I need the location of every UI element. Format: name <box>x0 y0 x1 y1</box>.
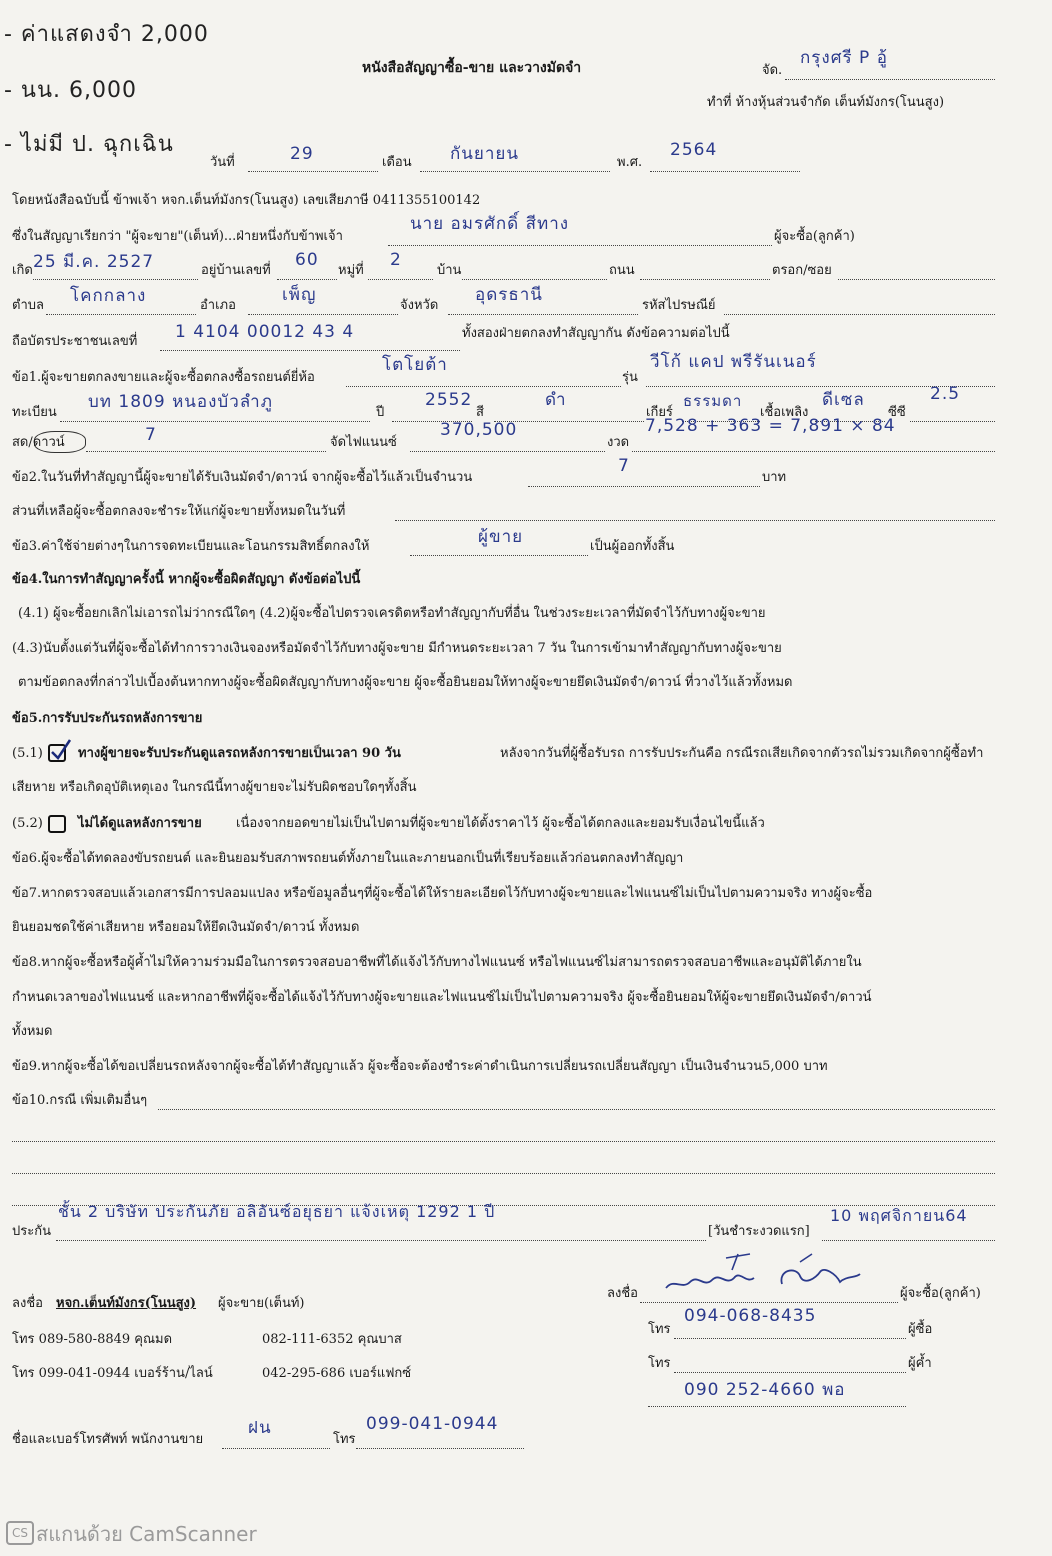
brand-value: โตโยต้า <box>382 355 448 375</box>
month-label: เดือน <box>382 155 412 170</box>
day-line <box>248 170 378 172</box>
clause-8: ข้อ8.หากผู้จะซื้อหรือผู้ค้ำไม่ให้ความร่วมมือในการตรวจสอบอาชีพที่ได้แจ้งไว้กับทางไฟแนนซ์ หรือไฟแนนซ์ไม่สามารถตรวจสอบอาชีพและอนุมัติได้ภายใน <box>12 955 862 970</box>
down-line <box>86 450 326 452</box>
buyer-role: ผู้จะซื้อ(ลูกค้า) <box>774 229 855 244</box>
intro-label: ซึ่งในสัญญาเรียกว่า "ผู้จะขาย"(เต็นท์)...ฝ่ายหนึ่งกับข้าพเจ้า <box>12 229 343 244</box>
clause-2-unit: บาท <box>762 470 787 485</box>
color-label: สี <box>476 405 484 420</box>
seller-sign-label: ลงชื่อ <box>12 1296 43 1311</box>
buyer-name: นาย อมรศักดิ์ สีทาง <box>410 214 570 234</box>
province-label: จังหวัด <box>400 298 439 313</box>
seller-phone-2: 082-111-6352 คุณบาส <box>262 1332 402 1347</box>
fuel-label: เชื้อเพลิง <box>760 405 809 420</box>
buyer-signature <box>660 1248 880 1304</box>
buyer-phone-label: โทร <box>648 1322 671 1337</box>
house-value: 60 <box>295 250 319 270</box>
clause-5: ข้อ5.การรับประกันรถหลังการขาย <box>12 711 203 726</box>
clause-5-2-bold: ไม่ได้ดูแลหลังการขาย <box>78 816 202 831</box>
guarantor-phone-line <box>674 1371 906 1373</box>
document-title: หนังสือสัญญาซื้อ-ขาย และวางมัดจำ <box>362 60 582 76</box>
amphoe-value: เพ็ญ <box>282 285 317 305</box>
moo-value: 2 <box>390 250 402 270</box>
seller-sign-role: ผู้จะขาย(เต็นท์) <box>218 1296 305 1311</box>
staff-phone-label: โทร <box>333 1432 356 1447</box>
intro-line: โดยหนังสือฉบับนี้ ข้าพเจ้า หจก.เต็นท์มังกร(โนนสูง) เลขเสียภาษี 0411355100142 <box>12 193 481 208</box>
made-line <box>785 78 995 80</box>
clause-3-value: ผู้ขาย <box>478 527 524 547</box>
soi-label: ตรอก/ซอย <box>772 263 832 278</box>
clause-4-3: (4.3)นับตั้งแต่วันที่ผู้จะซื้อได้ทำการวางเงินจองหรือมัดจำไว้กับทางผู้จะขาย มีกำหนดระยะเวลา 7 วัน ในการเข้ามาทำสัญญากับทางผู้จะขาย <box>12 641 782 656</box>
clause-4-1: (4.1) ผู้จะซื้อยกเลิกไม่เอารถไม่ว่ากรณีใดๆ (4.2)ผู้จะซื้อไปตรวจเครดิตหรือทำสัญญากับที่อื่น ในช่วงระยะเวลาที่มัดจำไว้กับทางผู้จะขาย <box>18 606 766 621</box>
clause-7b: ยินยอมชดใช้ค่าเสียหาย หรือยอมให้ยึดเงินมัดจำ/ดาวน์ ทั้งหมด <box>12 920 360 935</box>
guarantor-phone: 090 252-4660 พอ <box>684 1380 846 1400</box>
seller-phone-3: โทร 099-041-0944 เบอร์ร้าน/ไลน์ <box>12 1366 213 1381</box>
clause-5-1-num: (5.1) <box>12 746 43 761</box>
year-car-label: ปี <box>376 405 385 420</box>
village-label: บ้าน <box>437 263 462 278</box>
clause-2b-line <box>395 519 995 521</box>
tambon-value: โคกกลาง <box>70 286 147 306</box>
clause-2-line <box>528 485 760 487</box>
clause-5-2-rest: เนื่องจากยอดขายไม่เป็นไปตามที่ผู้จะขายได้ตั้งราคาไว้ ผู้จะซื้อได้ตกลงและยอมรับเงื่อนไขนี้แล้ว <box>236 816 765 831</box>
down-value: 7 <box>145 425 157 445</box>
seller-sign-name: หจก.เต็นท์มังกร(โนนสูง) <box>56 1296 197 1311</box>
postcode-label: รหัสไปรษณีย์ <box>642 298 716 313</box>
made-label: จัด. <box>762 63 783 78</box>
clause-6: ข้อ6.ผู้จะซื้อได้ทดลองขับรถยนต์ และยินยอมรับสภาพรถยนต์ทั้งภายในและภายนอกเป็นที่เรียบร้อยแล้วก่อนตกลงทำสัญญา <box>12 851 684 866</box>
clause-2b: ส่วนที่เหลือผู้จะซื้อตกลงจะชำระให้แก่ผู้จะขายทั้งหมดในวันที่ <box>12 504 346 519</box>
finance-line <box>410 450 605 452</box>
model-label: รุ่น <box>622 370 638 385</box>
month-line <box>420 170 610 172</box>
annotation-line-3: - ไม่มี ป. ฉุกเฉิน <box>4 132 174 157</box>
id-value: 1 4104 00012 43 4 <box>175 322 355 342</box>
road-line <box>640 278 770 280</box>
clause-5-1b: เสียหาย หรือเกิดอุบัติเหตุเอง ในกรณีนี้ทางผู้ขายจะไม่รับผิดชอบใดๆทั้งสิ้น <box>12 780 417 795</box>
clause-8b: กำหนดเวลาของไฟแนนซ์ และหากอาชีพที่ผู้จะซื้อได้แจ้งไว้กับทางผู้จะขายและไฟแนนซ์ไม่เป็นไปตามความจริง ผู้จะซื้อยินยอมให้ผู้จะขายยึดเงินมัดจำ/ดาวน์ <box>12 990 872 1005</box>
amphoe-label: อำเภอ <box>200 298 236 313</box>
house-label: อยู่บ้านเลขที่ <box>201 263 271 278</box>
road-label: ถนน <box>609 263 635 278</box>
clause-5-1-rest: หลังจากวันที่ผู้ซื้อรับรถ การรับประกันคือ กรณีรถเสียเกิดจากตัวรถไม่รวมเกิดจากผู้ซื้อทำ <box>500 746 984 761</box>
house-line <box>277 278 337 280</box>
finance-label: จัดไฟแนนซ์ <box>330 435 397 450</box>
clause-8c: ทั้งหมด <box>12 1024 53 1039</box>
amphoe-line <box>248 313 398 315</box>
install-value: 7,528 + 363 = 7,891 × 84 <box>645 416 896 436</box>
buyer-name-line <box>388 244 772 246</box>
clause-7: ข้อ7.หากตรวจสอบแล้วเอกสารมีการปลอมแปลง หรือข้อมูลอื่นๆที่ผู้จะซื้อได้ให้รายละเอียดไว้กับทางผู้จะขายและไฟแนนซ์ไม่เป็นไปตามความจริง ทางผู้จะซื้อ <box>12 886 873 901</box>
year-value: 2564 <box>670 140 718 160</box>
clause-10-line-2 <box>12 1140 995 1142</box>
first-pay-label: [วันชำระงวดแรก] <box>708 1224 810 1239</box>
reg-line <box>60 420 370 422</box>
install-line <box>632 450 995 452</box>
buyer-phone-line <box>674 1337 906 1339</box>
reg-value: บท 1809 หนองบัวลำภู <box>88 392 273 412</box>
staff-phone: 099-041-0944 <box>366 1414 499 1434</box>
clause-5-1-bold: ทางผู้ขายจะรับประกันดูแลรถหลังการขายเป็นเวลา 90 วัน <box>78 746 401 761</box>
camscanner-logo-icon: CS <box>6 1521 34 1545</box>
guarantor-phone-role: ผู้ค้ำ <box>908 1356 932 1371</box>
insurance-label: ประกัน <box>12 1224 51 1239</box>
fuel-value: ดีเซล <box>822 390 865 410</box>
annotation-line-1: - ค่าแสดงจำ 2,000 <box>4 22 209 47</box>
brand-line <box>346 385 621 387</box>
no-warranty-checkbox[interactable] <box>48 815 66 833</box>
seller-phone-1: โทร 089-580-8849 คุณมด <box>12 1332 173 1347</box>
made-place: ทำที่ ห้างหุ้นส่วนจำกัด เต็นท์มังกร(โนนสูง) <box>707 95 945 110</box>
camscanner-watermark: สแกนด้วย CamScanner <box>36 1522 257 1546</box>
insurance-value: ชั้น 2 บริษัท ประกันภัย อลิอันซ์อยุธยา แจ้งเหตุ 1292 1 ปี <box>58 1202 496 1221</box>
install-label: งวด <box>607 435 630 450</box>
first-pay-value: 10 พฤศจิกายน64 <box>830 1206 968 1225</box>
gear-label: เกียร์ <box>646 405 673 420</box>
clause-2-value: 7 <box>618 456 630 476</box>
year-line <box>650 170 800 172</box>
province-line <box>448 313 638 315</box>
clause-3-suffix: เป็นผู้ออกทั้งสิ้น <box>590 539 675 554</box>
clause-4-4: ตามข้อตกลงที่กล่าวไปเบื้องต้นหากทางผู้จะซื้อผิดสัญญากับทางผู้จะขาย ผู้จะซื้อยินยอมให้ทางผู้จะขายยึดเงินมัดจำ/ดาวน์ ที่วางไว้แล้วทั้งหมด <box>18 675 793 690</box>
staff-name-line <box>222 1447 330 1449</box>
moo-label: หมู่ที่ <box>338 263 364 278</box>
annotation-line-2: - นน. 6,000 <box>4 78 137 103</box>
insurance-line <box>56 1239 706 1241</box>
cc-label: ซีซี <box>888 405 906 420</box>
guarantor-phone-label: โทร <box>648 1356 671 1371</box>
date-label: วันที่ <box>210 155 235 170</box>
seller-phone-4: 042-295-686 เบอร์แฟกซ์ <box>262 1366 412 1381</box>
village-line <box>462 278 607 280</box>
staff-label: ชื่อและเบอร์โทรศัพท์ พนักงานขาย <box>12 1432 204 1447</box>
model-value: วีโก้ แคป พรีรันเนอร์ <box>650 352 817 372</box>
clause-10-line-3 <box>12 1172 995 1174</box>
finance-value: 370,500 <box>440 420 518 440</box>
clause-4: ข้อ4.ในการทำสัญญาครั้งนี้ หากผู้จะซื้อผิดสัญญา ดังข้อต่อไปนี้ <box>12 572 361 587</box>
province-value: อุดรธานี <box>475 285 543 305</box>
id-line <box>160 349 460 351</box>
tambon-label: ตำบล <box>12 298 44 313</box>
born-value: 25 มี.ค. 2527 <box>33 252 155 272</box>
gear-value: ธรรมดา <box>683 392 743 410</box>
check-mark-icon <box>48 736 74 762</box>
reg-label: ทะเบียน <box>12 405 57 420</box>
postcode-line <box>724 313 995 315</box>
clause-5-2-num: (5.2) <box>12 816 43 831</box>
moo-line <box>368 278 433 280</box>
buyer-sign-role: ผู้จะซื้อ(ลูกค้า) <box>900 1286 981 1301</box>
id-suffix: ทั้งสองฝ่ายตกลงทำสัญญากัน ดังข้อความต่อไปนี้ <box>462 326 730 341</box>
clause-10-line-1 <box>158 1108 995 1110</box>
made-value: กรุงศรี P อู้ <box>800 48 888 68</box>
color-value: ดำ <box>545 390 567 410</box>
staff-phone-line <box>356 1447 524 1449</box>
clause-3: ข้อ3.ค่าใช้จ่ายต่างๆในการจดทะเบียนและโอนกรรมสิทธิ์ตกลงให้ <box>12 539 370 554</box>
tambon-line <box>46 313 196 315</box>
year-car-value: 2552 <box>425 390 473 410</box>
day-value: 29 <box>290 144 314 164</box>
cc-value: 2.5 <box>930 384 961 404</box>
buyer-sign-label: ลงชื่อ <box>607 1286 638 1301</box>
year-label: พ.ศ. <box>617 155 643 170</box>
buyer-phone-role: ผู้ซื้อ <box>908 1322 933 1337</box>
soi-line <box>838 278 995 280</box>
cc-line <box>910 420 995 422</box>
clause-3-line <box>410 554 588 556</box>
month-value: กันยายน <box>450 144 520 164</box>
buyer-phone: 094-068-8435 <box>684 1306 817 1326</box>
staff-name: ฝน <box>248 1418 272 1438</box>
guarantor-phone-line-2 <box>648 1405 906 1407</box>
first-pay-line <box>822 1239 995 1241</box>
id-label: ถือบัตรประชาชนเลขที่ <box>12 334 138 349</box>
clause-9: ข้อ9.หากผู้จะซื้อได้ขอเปลี่ยนรถหลังจากผู้จะซื้อได้ทำสัญญาแล้ว ผู้จะซื้อจะต้องชำระค่าดำเนินการเปลี่ยนรถเปลี่ยนสัญญา เป็นเงินจำนวน5,000 บาท <box>12 1059 828 1074</box>
down-label: สด/ดาวน์ <box>12 435 65 450</box>
born-label: เกิด <box>12 263 33 278</box>
born-line <box>33 278 198 280</box>
clause-2: ข้อ2.ในวันที่ทำสัญญานี้ผู้จะขายได้รับเงินมัดจำ/ดาวน์ จากผู้จะซื้อไว้แล้วเป็นจำนวน <box>12 470 473 485</box>
item1-label: ข้อ1.ผู้จะขายตกลงขายและผู้จะซื้อตกลงซื้อรถยนต์ยี่ห้อ <box>12 370 315 385</box>
clause-10: ข้อ10.กรณี เพิ่มเติมอื่นๆ <box>12 1093 148 1108</box>
